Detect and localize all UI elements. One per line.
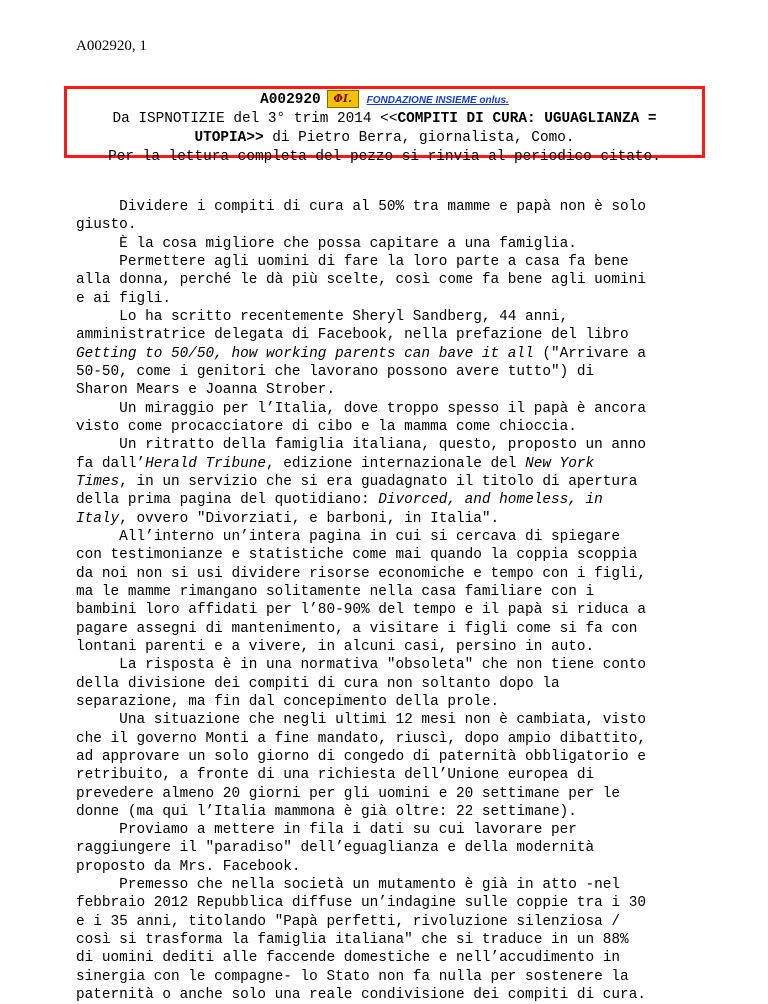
article-line: di uomini dediti alle faccende domestiche e nell’accudimento in [76, 950, 621, 967]
citation-author: di Pietro Berra, giornalista, Como. [263, 130, 575, 146]
article-line: amministratrice delegata di Facebook, nella prefazione del libro [76, 327, 629, 344]
article-line: donne (ma qui l’Italia mammona è già oltre: 22 settimane). [76, 803, 577, 820]
newspaper-name: Times [76, 473, 120, 490]
article-text: della prima pagina del quotidiano: [76, 492, 379, 509]
article-line: La risposta è in una normativa "obsoleta" che non tiene conto [76, 657, 646, 674]
citation-title-part1: COMPITI DI CURA: UGUAGLIANZA = [397, 111, 657, 127]
newspaper-name: New York [525, 455, 595, 472]
article-line: All’interno un’intera pagina in cui si cercava di spiegare [76, 528, 621, 545]
article-line: visto come procacciatore di cibo e la mamma come chioccia. [76, 418, 577, 435]
citation-author-line [67, 129, 702, 148]
article-line: che il governo Monti a fine mandato, riuscì, dopo ampio dibattito, [76, 730, 646, 747]
citation-title-part2: UTOPIA>> [194, 130, 264, 146]
article-line: Premesso che nella società un mutamento è già in atto -nel [76, 877, 621, 894]
citation-title-row [67, 91, 702, 110]
article-text: , in un servizio che si era guadagnato il titolo di apertura [119, 473, 638, 490]
article-line: bambini loro affidati per l’80-90% del tempo e il papà si riduca a [76, 602, 646, 619]
article-line: proposto da Mrs. Facebook. [76, 858, 301, 875]
article-line: retribuito, a fronte di una richiesta dell’Unione europea di [76, 767, 595, 784]
article-line: paternità o anche solo una reale condivisione dei compiti di cura. [76, 987, 646, 1004]
article-line: separazione, ma fin dal concepimento della prole. [76, 693, 500, 710]
article-line: raggiungere il "paradiso" dell’eguaglianza e della modernità [76, 840, 595, 857]
article-line: prevedere almeno 20 giorni per gli uomini e 20 settimane per le [76, 785, 621, 802]
page-header-id: A002920, 1 [76, 38, 147, 54]
article-line: della divisione dei compiti di cura non soltanto dopo la [76, 675, 560, 692]
article-line [76, 473, 706, 491]
article-line: ma le mamme rimangano solitamente nella casa familiare con i [76, 583, 595, 600]
article-line [76, 491, 706, 509]
article-line: Sharon Mears e Joanna Strober. [76, 382, 336, 399]
article-line: alla donna, perché le dà più scelte, così come fa bene agli uomini [76, 272, 646, 289]
article-line [76, 455, 706, 473]
article-text: fa dall’ [76, 455, 146, 472]
article-line [76, 510, 706, 528]
citation-note: Per la lettura completa del pezzo si rinvia al periodico citato. [108, 149, 661, 165]
foundation-logo: ΦI. [327, 90, 359, 108]
article-line: Proviamo a mettere in fila i dati su cui lavorare per [76, 822, 577, 839]
article-line: ad approvare un solo giorno di congedo di paternità obbligatorio e [76, 748, 646, 765]
article-line: Un miraggio per l’Italia, dove troppo spesso il papà è ancora [76, 400, 646, 417]
article-text: , ovvero "Divorziati, e barboni, in Italia". [119, 510, 500, 527]
article-line: da noi non si usi dividere risorse economiche e tempo con i figli, [76, 565, 646, 582]
article-line: lontani parenti e a vivere, in alcuni casi, persino in auto. [76, 638, 595, 655]
article-body [76, 198, 706, 1004]
document-code: A002920 [260, 92, 321, 108]
article-line: 50-50, come i genitori che lavorano possono avere tutto") di [76, 363, 595, 380]
citation-source-text: Da ISPNOTIZIE del 3° trim 2014 << [112, 111, 398, 127]
article-line: Un ritratto della famiglia italiana, questo, proposto un anno [76, 437, 646, 454]
foundation-link[interactable]: FONDAZIONE INSIEME onlus. [366, 95, 509, 106]
article-text: ("Arrivare a [533, 345, 646, 362]
article-line: giusto. [76, 217, 137, 234]
article-line: e ai figli. [76, 290, 171, 307]
article-line: Dividere i compiti di cura al 50% tra mamme e papà non è solo [76, 199, 646, 215]
article-line [76, 345, 706, 363]
newspaper-name: Herald Tribune [145, 455, 266, 472]
article-line: con testimonianze e statistiche come mai quando la coppia scoppia [76, 547, 638, 564]
article-line: Lo ha scritto recentemente Sheryl Sandberg, 44 anni, [76, 308, 569, 325]
article-line: Una situazione che negli ultimi 12 mesi non è cambiata, visto [76, 712, 646, 729]
article-line: Permettere agli uomini di fare la loro parte a casa fa bene [76, 253, 629, 270]
citation-box [64, 86, 705, 165]
headline-quote: Divorced, and homeless, in [378, 492, 603, 509]
article-line: febbraio 2012 Repubblica diffuse un’indagine sulle coppie tra i 30 [76, 895, 646, 912]
article-line: così si trasforma la famiglia italiana" che si traduce in un 88% [76, 932, 629, 949]
citation-source-line [67, 110, 702, 129]
headline-quote: Italy [76, 510, 120, 527]
article-line: pagare assegni di mantenimento, a visitare i figli come si fa con [76, 620, 638, 637]
article-line: sinergia con le compagne- lo Stato non fa nulla per sostenere la [76, 968, 629, 985]
book-title: Getting to 50/50, how working parents can bave it all [76, 345, 534, 362]
article-line: È la cosa migliore che possa capitare a una famiglia. [76, 235, 577, 252]
article-line: e i 35 anni, titolando "Papà perfetti, rivoluzione silenziosa / [76, 913, 621, 930]
article-text: , edizione internazionale del [266, 455, 526, 472]
